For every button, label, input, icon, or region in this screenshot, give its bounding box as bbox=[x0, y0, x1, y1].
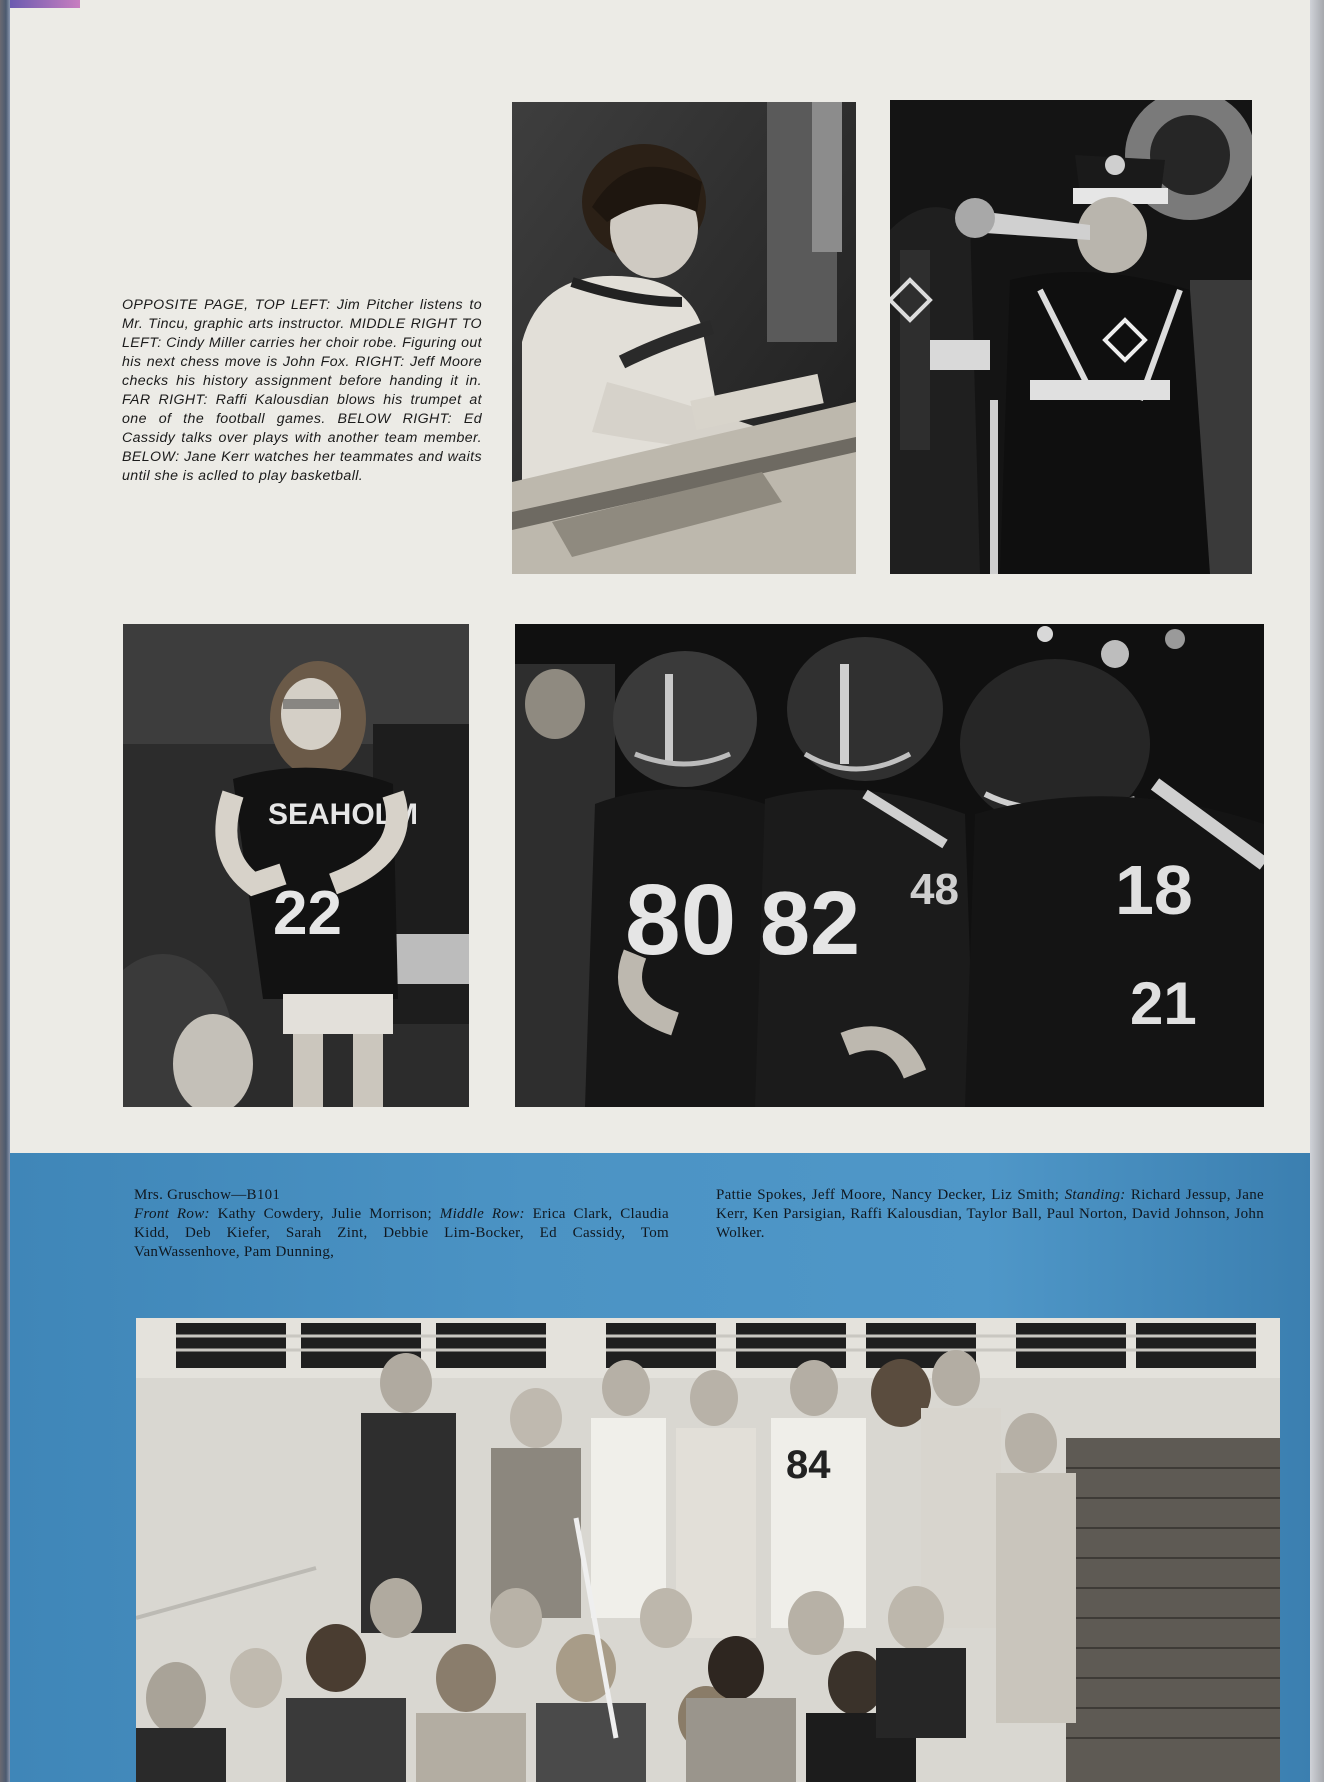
page-edge-right bbox=[1310, 0, 1324, 1782]
page-gutter-left bbox=[0, 0, 10, 1782]
yearbook-page bbox=[10, 0, 1310, 1782]
basketball-player-photo bbox=[123, 624, 469, 1107]
front-row-names: Kathy Cowdery, Julie Morrison; bbox=[209, 1206, 440, 1222]
color-tab bbox=[10, 0, 80, 8]
middle-row-names-cont: Pattie Spokes, Jeff Moore, Nancy Decker, Liz Smith; bbox=[716, 1187, 1065, 1203]
middle-row-label: Middle Row: bbox=[439, 1206, 525, 1222]
jersey-18: 18 bbox=[1115, 851, 1193, 929]
jersey-84: 84 bbox=[786, 1443, 831, 1487]
front-row-label: Front Row: bbox=[134, 1206, 210, 1222]
class-caption-right bbox=[716, 1186, 1264, 1243]
middle-row-names: Erica Clark, Claudia Kidd, Deb Kiefer, Sarah Zint, Debbie Lim-Bocker, Ed Cassidy, Tom VanWassenhove, Pam Dunning, bbox=[134, 1206, 670, 1260]
standing-names: Richard Jessup, Jane Kerr, Ken Parsigian, Raffi Kalousdian, Taylor Ball, Paul Norton, David Johnson, John Wolker. bbox=[716, 1187, 1265, 1241]
homeroom-teacher: Mrs. Gruschow—B101 bbox=[134, 1187, 281, 1203]
class-caption-left bbox=[134, 1186, 669, 1262]
jersey-82: 82 bbox=[760, 874, 861, 974]
jersey-text: SEAHOLM bbox=[268, 798, 418, 831]
band-trumpet-photo bbox=[890, 100, 1252, 574]
student-at-desk-photo bbox=[512, 102, 856, 574]
jersey-48: 48 bbox=[910, 865, 959, 914]
jersey-number: 22 bbox=[273, 879, 342, 948]
jersey-80: 80 bbox=[625, 864, 737, 976]
standing-label: Standing: bbox=[1064, 1187, 1126, 1203]
homeroom-group-photo bbox=[136, 1318, 1280, 1782]
jersey-21: 21 bbox=[1130, 970, 1197, 1037]
photo-caption: OPPOSITE PAGE, TOP LEFT: Jim Pitcher listens to Mr. Tincu, graphic arts instructor. MIDDLE RIGHT TO LEFT: Cindy Miller carries her choir robe. Figuring out his next chess move is John Fox. RIGHT: Jeff Moore checks his history assignment before handing it in. FAR RIGHT: Raffi Kalousdian blows his trumpet at one of the football games. BELOW RIGHT: Ed Cassidy talks over plays with another team member. BELOW: Jane Kerr watches her teammates and waits until she is aclled to play basketball. bbox=[122, 297, 482, 484]
football-team-photo bbox=[515, 624, 1264, 1107]
